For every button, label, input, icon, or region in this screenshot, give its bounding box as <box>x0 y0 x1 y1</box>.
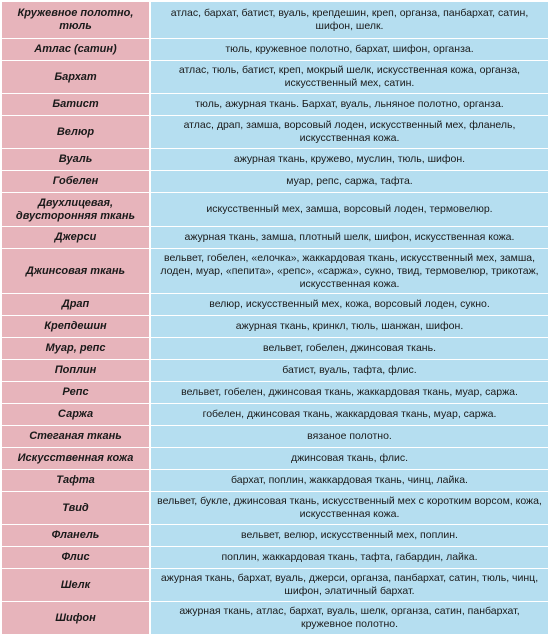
fabric-name-cell: Саржа <box>2 404 151 425</box>
table-row <box>2 249 548 294</box>
combination-cell: вельвет, букле, джинсовая ткань, искусственный мех с коротким ворсом, кожа, искусственная кожа. <box>151 492 548 524</box>
table-row <box>2 171 548 193</box>
table-row <box>2 294 548 316</box>
fabric-name-cell: Джинсовая ткань <box>2 249 151 293</box>
table-row <box>2 448 548 470</box>
fabric-name-cell: Велюр <box>2 116 151 148</box>
table-row <box>2 602 548 635</box>
combination-cell: поплин, жаккардовая ткань, тафта, габардин, лайка. <box>151 547 548 568</box>
fabric-combinations-table <box>2 2 548 635</box>
combination-cell: бархат, поплин, жаккардовая ткань, чинц, лайка. <box>151 470 548 491</box>
fabric-name-cell: Батист <box>2 94 151 115</box>
combination-cell: муар, репс, саржа, тафта. <box>151 171 548 192</box>
table-row <box>2 404 548 426</box>
table-row <box>2 547 548 569</box>
fabric-name-cell: Драп <box>2 294 151 315</box>
combination-cell: искусственный мех, замша, ворсовый лоден, термовелюр. <box>151 193 548 226</box>
combination-cell: велюр, искусственный мех, кожа, ворсовый лоден, сукно. <box>151 294 548 315</box>
table-row <box>2 116 548 149</box>
table-row <box>2 360 548 382</box>
combination-cell: ажурная ткань, кружево, муслин, тюль, шифон. <box>151 149 548 170</box>
table-row <box>2 193 548 227</box>
combination-cell: ажурная ткань, атлас, бархат, вуаль, шелк, органза, сатин, панбархат, кружевное полотно. <box>151 602 548 634</box>
table-row <box>2 470 548 492</box>
fabric-name-cell: Джерси <box>2 227 151 248</box>
fabric-name-cell: Поплин <box>2 360 151 381</box>
combination-cell: вязаное полотно. <box>151 426 548 447</box>
table-row <box>2 382 548 404</box>
combination-cell: вельвет, велюр, искусственный мех, поплин. <box>151 525 548 546</box>
combination-cell: атлас, драп, замша, ворсовый лоден, искусственный мех, фланель, искусственная кожа. <box>151 116 548 148</box>
table-row <box>2 94 548 116</box>
fabric-name-cell: Репс <box>2 382 151 403</box>
fabric-name-cell: Крепдешин <box>2 316 151 337</box>
combination-cell: тюль, ажурная ткань. Бархат, вуаль, льняное полотно, органза. <box>151 94 548 115</box>
combination-cell: джинсовая ткань, флис. <box>151 448 548 469</box>
fabric-name-cell: Атлас (сатин) <box>2 39 151 60</box>
fabric-name-cell: Шелк <box>2 569 151 601</box>
combination-cell: вельвет, гобелен, «елочка», жаккардовая ткань, искусственный мех, замша, лоден, муар, «пепита», «репс», «саржа», сукно, твид, термовелюр, трикотаж, искусственная кожа. <box>151 249 548 293</box>
fabric-name-cell: Вуаль <box>2 149 151 170</box>
fabric-name-cell: Флис <box>2 547 151 568</box>
fabric-name-cell: Тафта <box>2 470 151 491</box>
fabric-name-cell: Двухлицевая, двусторонняя ткань <box>2 193 151 226</box>
table-row <box>2 316 548 338</box>
table-row <box>2 227 548 249</box>
combination-cell: ажурная ткань, бархат, вуаль, джерси, органза, панбархат, сатин, тюль, чинц, шифон, элатичный бархат. <box>151 569 548 601</box>
table-row <box>2 569 548 602</box>
table-row <box>2 39 548 61</box>
fabric-name-cell: Стеганая ткань <box>2 426 151 447</box>
combination-cell: ажурная ткань, кринкл, тюль, шанжан, шифон. <box>151 316 548 337</box>
table-row <box>2 492 548 525</box>
fabric-name-cell: Твид <box>2 492 151 524</box>
fabric-name-cell: Гобелен <box>2 171 151 192</box>
fabric-name-cell: Кружевное полотно, тюль <box>2 2 151 38</box>
fabric-name-cell: Искусственная кожа <box>2 448 151 469</box>
combination-cell: ажурная ткань, замша, плотный шелк, шифон, искусственная кожа. <box>151 227 548 248</box>
fabric-name-cell: Бархат <box>2 61 151 93</box>
combination-cell: атлас, бархат, батист, вуаль, крепдешин, креп, органза, панбархат, сатин, шифон, шелк. <box>151 2 548 38</box>
combination-cell: гобелен, джинсовая ткань, жаккардовая ткань, муар, саржа. <box>151 404 548 425</box>
combination-cell: тюль, кружевное полотно, бархат, шифон, органза. <box>151 39 548 60</box>
combination-cell: атлас, тюль, батист, креп, мокрый шелк, искусственная кожа, органза, искусственный мех, сатин. <box>151 61 548 93</box>
combination-cell: вельвет, гобелен, джинсовая ткань. <box>151 338 548 359</box>
table-row <box>2 338 548 360</box>
fabric-name-cell: Муар, репс <box>2 338 151 359</box>
fabric-name-cell: Фланель <box>2 525 151 546</box>
table-row <box>2 149 548 171</box>
table-row <box>2 525 548 547</box>
table-row <box>2 61 548 94</box>
combination-cell: батист, вуаль, тафта, флис. <box>151 360 548 381</box>
table-row <box>2 426 548 448</box>
combination-cell: вельвет, гобелен, джинсовая ткань, жаккардовая ткань, муар, саржа. <box>151 382 548 403</box>
fabric-name-cell: Шифон <box>2 602 151 634</box>
table-row <box>2 2 548 39</box>
